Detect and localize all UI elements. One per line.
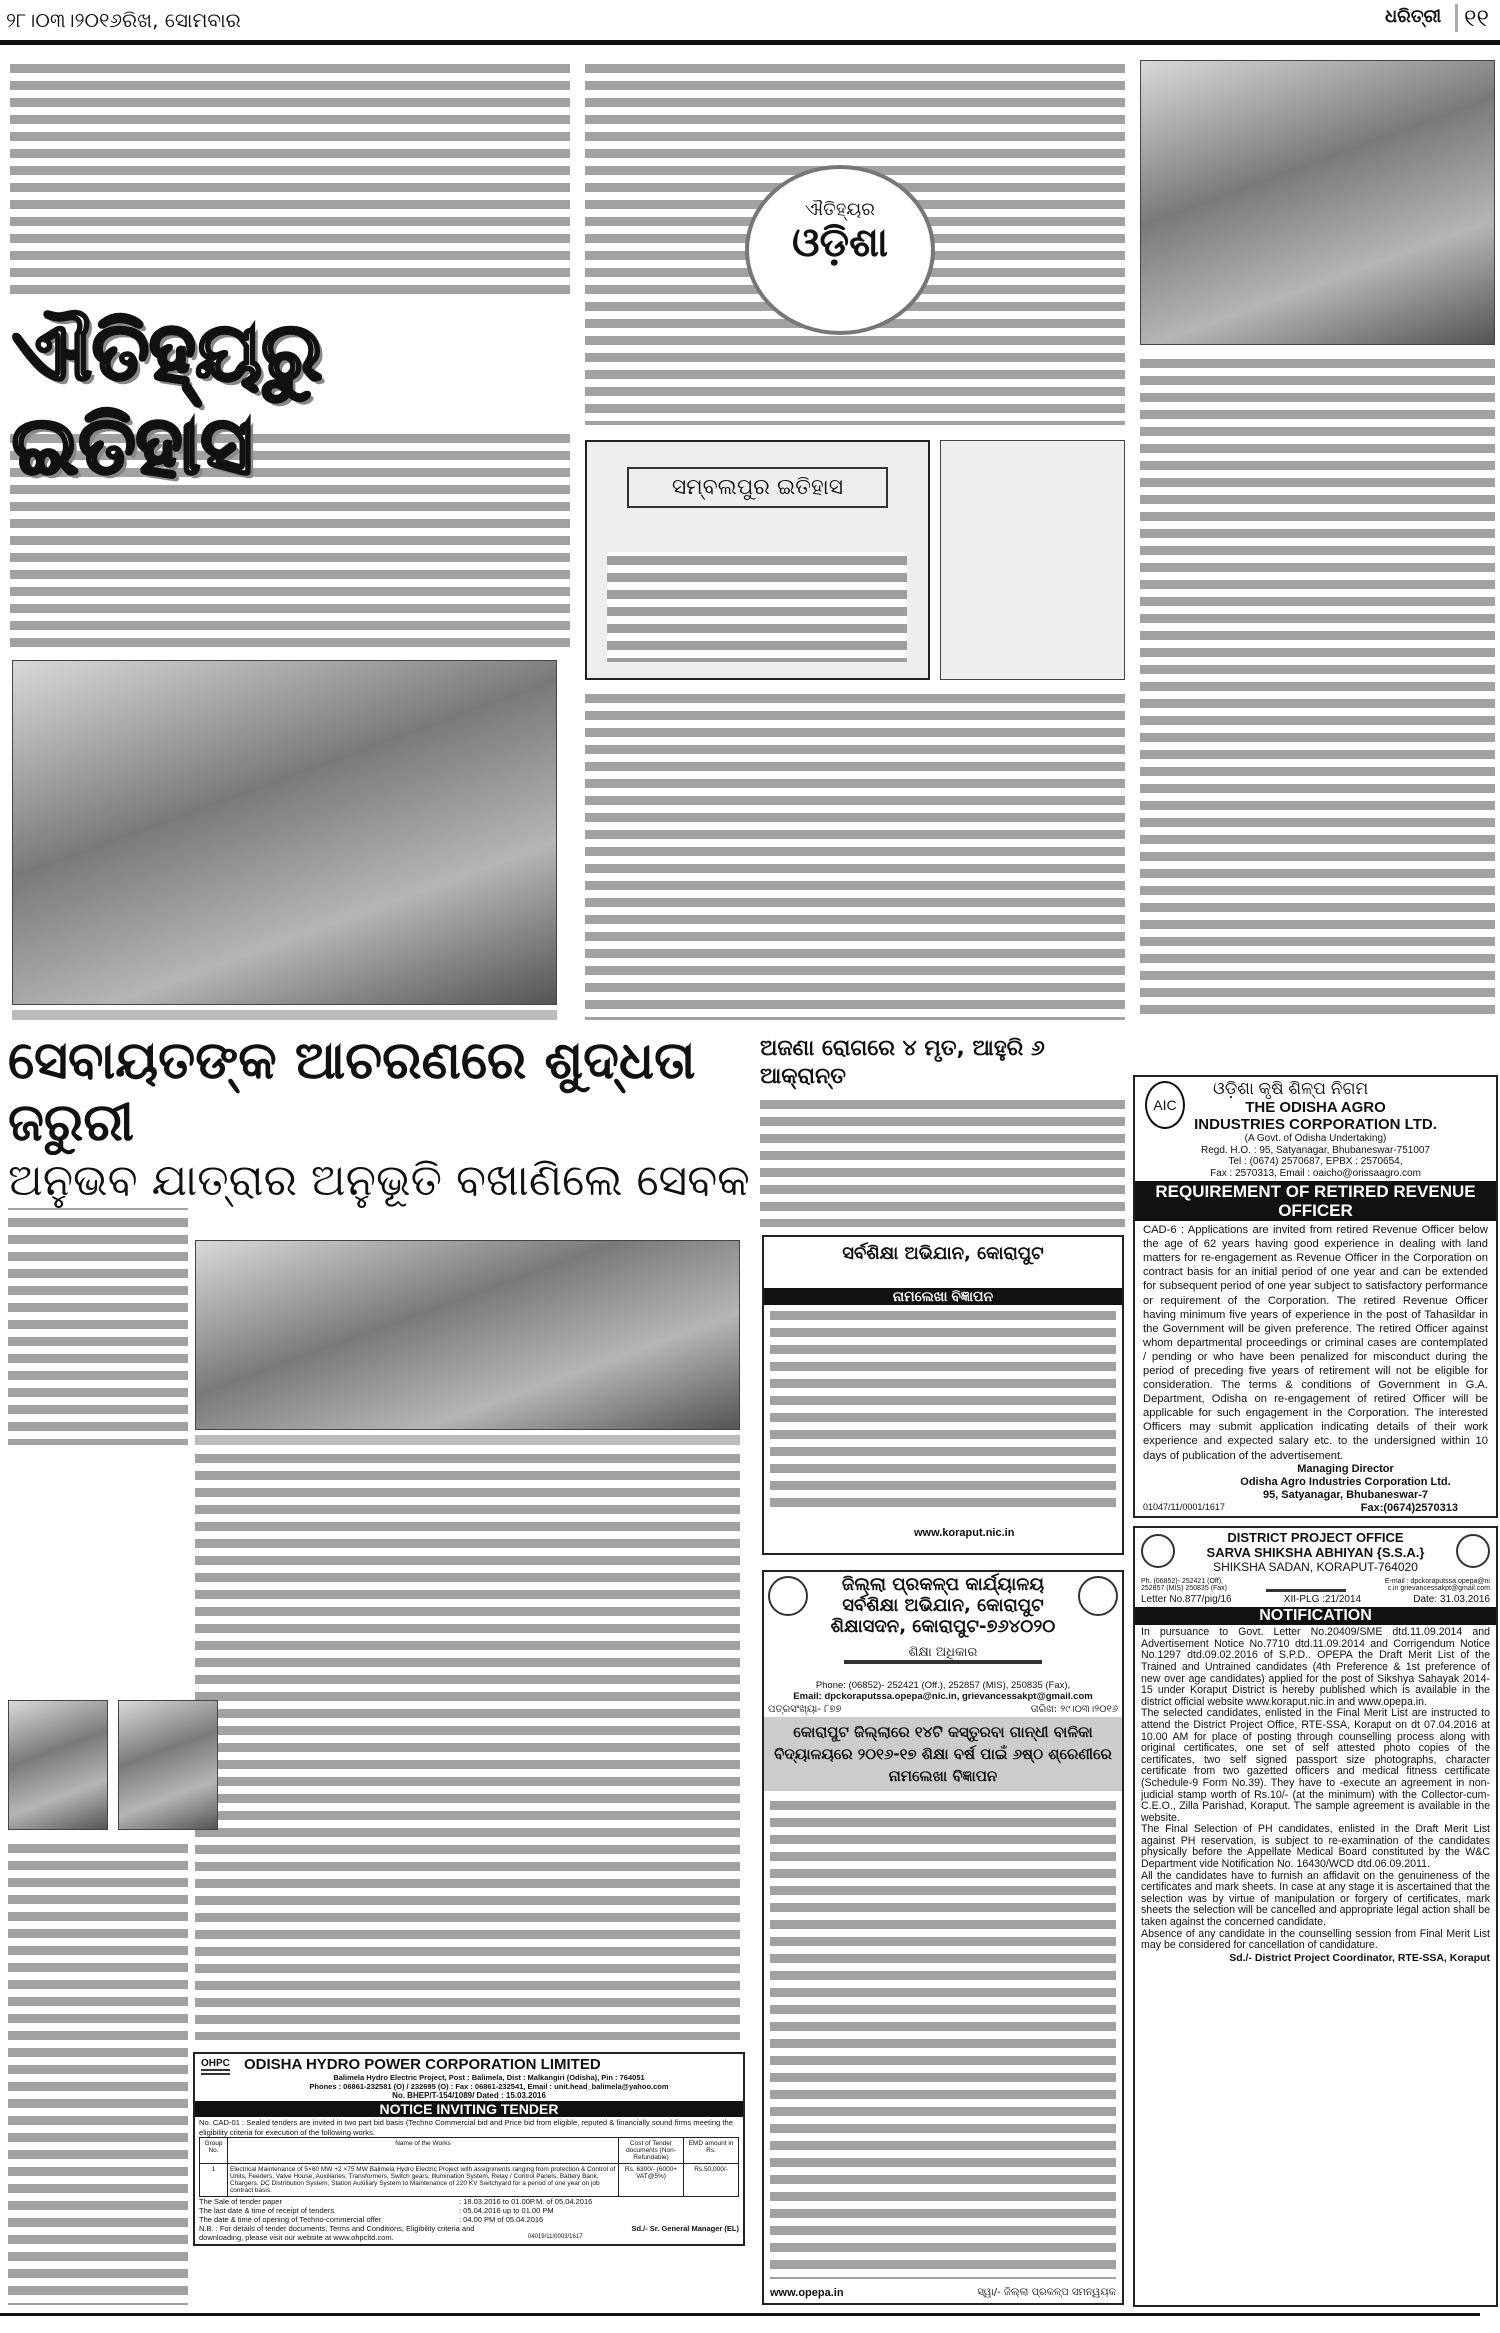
book-title: ସମ୍ବଲପୁର ଇତିହାସ bbox=[627, 467, 888, 508]
portrait bbox=[8, 1700, 108, 1830]
meeting-photo bbox=[195, 1240, 740, 1430]
table-header: Group No. bbox=[200, 2138, 228, 2164]
table-row bbox=[200, 2164, 739, 2197]
ad1-text bbox=[770, 1307, 1116, 1512]
agro-tel: Tel : (0674) 2570687, EPBX : 2570654, bbox=[1228, 1156, 1403, 1168]
ad2-sign: ସ୍ୱା/- ଜିଲ୍ଲା ପ୍ରକଳ୍ପ ସମନ୍ୱୟକ bbox=[977, 2287, 1116, 2298]
article-text bbox=[760, 1096, 1125, 1227]
ssa-l1: DISTRICT PROJECT OFFICE bbox=[1227, 1530, 1404, 1546]
ad2-line1: ଜିଲ୍ଲା ପ୍ରକଳ୍ପ କାର୍ଯ୍ୟାଳୟ bbox=[841, 1574, 1045, 1595]
right-ads-column bbox=[1133, 1075, 1498, 2307]
ohpc-logo-icon: OHPC bbox=[201, 2058, 230, 2075]
agro-code: 01047/11/0001/1617 bbox=[1143, 1502, 1225, 1513]
manuscript-image bbox=[940, 440, 1125, 680]
story2-headline: ସେବାୟତଙ୍କ ଆଚରଣରେ ଶୁଦ୍ଧତା ଜରୁରୀ bbox=[8, 1030, 750, 1155]
seal-icon bbox=[1141, 1534, 1175, 1568]
ssa-plg: XII-PLG :21/2014 bbox=[1283, 1594, 1362, 1606]
photo-caption bbox=[12, 1010, 557, 1020]
header-date: ୨୮।୦୩।୨୦୧୬ରିଖ, ସୋମବାର bbox=[6, 8, 241, 32]
ssa-sign: Sd./- District Project Coordinator, RTE-SSA, Koraput bbox=[1229, 1951, 1490, 1964]
agro-addr: Regd. H.O. : 95, Satyanagar, Bhubaneswar-751007 bbox=[1200, 1144, 1431, 1156]
ssa-para: The selected candidates, enlisted in the Final Merit List are instructed to attend the District Project Office, RTE-SSA, Koraput on dt 07.04.2016 at 10.00 AM for place of posting through counselling process along with original certificates, one set of self attested photo copies of the certificates, two self signed passport size photographs, character certificate from two gazetted officers and medical fitness certificate (Schedule-9 Form No.39). They have to -execute an agreement in non-judicial stamp worth of Rs.10/- (at the minimum) with the Collector-cum-C.E.O., Zilla Parishad, Koraput. The sample agreement is available in the website. bbox=[1141, 1707, 1490, 1824]
opepa-logo-icon bbox=[1078, 1576, 1118, 1616]
article-text bbox=[195, 1450, 740, 2040]
article-text bbox=[1140, 355, 1495, 1020]
ohpc-addr: Balimela Hydro Electric Project, Post : Balimela, Dist : Malkangiri (Odisha), Pin : 764051 bbox=[333, 2073, 645, 2082]
badge-top: ଐତିହ୍ୟର bbox=[805, 199, 875, 220]
table-header: Cost of Tender documents (Non-Refundable) bbox=[619, 2138, 684, 2164]
article-text bbox=[10, 60, 570, 300]
agro-body: CAD-6 : Applications are invited from retired Revenue Officer below the age of 62 years having good experience in dealing with land matters for re-engagement as Revenue Officer in the Corporation on contract basis for an initial period of one year and can be extended for subsequent period of one year subject to satisfactory performance or requirement of the Corporation. The retired Revenue Officer having minimum five years of experience in the post of Tahasildar in the Government will be given preference. The retired Officer against whom departmental proceedings or criminal cases are contemplated / pending or who have been penalized for misconduct during the period of preceding five years of retirement will not be eligible for consideration. The terms & conditions of Government in G.A. Department, Odisha on re-engagement of retired Officer will be applicable for such engagement in the Corporation. The interested Officers may submit application indicating details of their work experience and expected salary etc. to the undersigned within 10 days of publication of the advertisement. bbox=[1143, 1224, 1488, 1462]
heritage-badge bbox=[745, 165, 935, 335]
ssa-para: All the candidates have to furnish an affidavit on the genuineness of the certificates and mark sheets. In case at any stage it is ascertained that the selection was by virtue of manipulation or forgery of certificates, mark sheets the selection will be cancelled and appropriate legal action shall be taken against the concerned candidate. bbox=[1141, 1869, 1490, 1929]
ohpc-no: No. BHEP/T-154/1089/ Dated : 15.03.2016 bbox=[392, 2091, 546, 2100]
ssa-l3: SHIKSHA SADAN, KORAPUT-764020 bbox=[1213, 1560, 1418, 1575]
table-header: EMD amount in Rs. bbox=[684, 2138, 739, 2164]
ad2-banner: କୋରାପୁଟ ଜିଲ୍ଲାରେ ୧୪ଟି କସ୍ତୁରବା ଗାନ୍ଧୀ ବାଳିକା ବିଦ୍ୟାଳୟରେ ୨୦୧୬-୧୭ ଶିକ୍ଷା ବର୍ଷ ପାଇଁ ୬ଷ୍ଠ ଶ୍ରେଣୀରେ ନାମଲେଖା ବିଜ୍ଞାପନ bbox=[764, 1717, 1122, 1791]
badge-main: ଓଡ଼ିଶା bbox=[791, 220, 889, 266]
ssa-date: Date: 31.03.2016 bbox=[1413, 1594, 1490, 1606]
ssa-email: E-mail : dpckoraputssa.opepa@nic.in grievancessakpt@gmail.com bbox=[1384, 1578, 1490, 1593]
ad1-website[interactable]: www.koraput.nic.in bbox=[914, 1527, 1015, 1539]
ssa-notification-ad bbox=[1133, 1526, 1498, 2307]
shiksha-adhikar-logo: ଶିକ୍ଷା ଅଧିକାର bbox=[844, 1645, 1042, 1664]
ssa-title: NOTIFICATION bbox=[1135, 1607, 1496, 1625]
ohpc-code: 04019/11/0003/1617 bbox=[527, 2234, 583, 2240]
agro-name2: INDUSTRIES CORPORATION LTD. bbox=[1194, 1115, 1437, 1133]
table-cell: Rs. 6300/- (6000+ VAT@5%) bbox=[619, 2164, 684, 2197]
table-cell: Electrical Maintenance of 5×60 MW +2 ×75 MW Balimela Hydro Electric Project with assignments ranging from protection & Control of Units, Feeders, Valve House, Auxiliaries, Transformers, Switch gears, Illumination System, Relay / Control Panels, Battery Bank, Chargers. DC Distribution System, Station Auxiliary System to Maintenance of 220 KV Switchyard for a period of one year on job contract basis. bbox=[228, 2164, 619, 2197]
koraput-enrolment-ad bbox=[762, 1235, 1124, 1555]
ssa-para: Absence of any candidate in the counselling session from Final Merit List may be considered for cancellation of candidature. bbox=[1141, 1927, 1490, 1952]
seal-icon bbox=[768, 1576, 808, 1616]
agro-fax: Fax : 2570313, Email : oaicho@orissaagro.com bbox=[1210, 1167, 1421, 1179]
koraput-kgbv-ad bbox=[762, 1570, 1124, 2305]
portrait bbox=[118, 1700, 218, 1830]
ohpc-sign: Sd./- Sr. General Manager (EL) bbox=[631, 2224, 739, 2233]
ad2-phone: Phone: (06852)- 252421 (Off.), 252857 (MIS), 250835 (Fax), bbox=[815, 1680, 1071, 1691]
ohpc-phones: Phones : 06861-232581 (O) / 232695 (O) : Fax : 06861-232541, Email : unit.head_balimela@yahoo.com bbox=[309, 2082, 669, 2091]
ssa-para: In pursuance to Govt. Letter No.20409/SME dtd.11.09.2014 and Advertisement Notice No.7710 dtd.11.09.2014 and Corrigendum Notice No.1297 dtd.09.02.2016 of S.P.D.. OPEPA the Draft Merit List of the Trained and Untrained candidates (4th Preference & 1st preference of new over age candidates) applied for the post of Sikshya Sahayak 2014-15 under Koraput District is hereby published which is available in the district official website www.koraput.nic.in and www.opepa.in. bbox=[1141, 1626, 1490, 1708]
schedule-value: : 04.00 PM of 05.04.2016 bbox=[459, 2215, 544, 2224]
schedule-value: : 18.03.2016 to 01.00P.M. of 05.04.2016 bbox=[459, 2197, 593, 2206]
header-rule bbox=[0, 40, 1500, 45]
ohpc-name: ODISHA HYDRO POWER CORPORATION LIMITED bbox=[244, 2056, 601, 2073]
agro-sign3: 95, Satyanagar, Bhubaneswar-7 bbox=[1262, 1489, 1429, 1502]
agro-sign4: Fax:(0674)2570313 bbox=[1360, 1502, 1458, 1515]
story2-heading-block bbox=[8, 1030, 750, 1208]
masthead-logo: ଧରିତ୍ରୀ bbox=[1385, 6, 1442, 27]
ssa-l2: SARVA SHIKSHA ABHIYAN {S.S.A.} bbox=[1206, 1545, 1425, 1561]
ssa-letter: Letter No.877/pig/16 bbox=[1141, 1594, 1232, 1606]
schedule-label: The date & time of opening of Techno-commercial offer bbox=[199, 2215, 382, 2224]
agro-sign1: Managing Director bbox=[1297, 1462, 1394, 1475]
table-cell: 1 bbox=[200, 2164, 228, 2197]
ruins-photo bbox=[12, 660, 557, 1005]
ad2-line3: ଶିକ୍ଷାସଦନ, କୋରାପୁଟ-୭୬୪୦୨୦ bbox=[830, 1616, 1056, 1637]
ohpc-title: NOTICE INVITING TENDER bbox=[195, 2101, 743, 2117]
ad2-website[interactable]: www.opepa.in bbox=[770, 2287, 844, 2299]
footer-rule bbox=[0, 2313, 1480, 2316]
ad2-letter-no: ପତ୍ରସଂଖ୍ୟା- ୮୭୭ bbox=[768, 1704, 842, 1715]
schedule-value: : 05.04.2016 up to 01.00 PM bbox=[459, 2206, 554, 2215]
article-text bbox=[8, 1180, 188, 1445]
ad2-email: Email: dpckoraputssa.opepa@nic.in, grievancessakpt@gmail.com bbox=[793, 1691, 1093, 1702]
aic-logo-icon: AIC bbox=[1145, 1081, 1185, 1129]
story3-block bbox=[760, 1035, 1125, 1227]
ad1-subtitle: ନାମଲେଖା ବିଜ୍ଞାପନ bbox=[764, 1288, 1122, 1305]
agro-title: REQUIREMENT OF RETIRED REVENUE OFFICER bbox=[1135, 1181, 1496, 1221]
ad2-line2: ସର୍ବଶିକ୍ଷା ଅଭିଯାନ, କୋରାପୁଟ bbox=[842, 1595, 1044, 1616]
photo-caption bbox=[195, 1435, 740, 1445]
book-cover-image bbox=[585, 440, 930, 680]
tender-table bbox=[199, 2137, 739, 2197]
table-cell: Rs.50,000/- bbox=[684, 2164, 739, 2197]
story2-subhead: ଅନୁଭବ ଯାତ୍ରାର ଅନୁଭୂତି ବଖାଣିଲେ ସେବକ bbox=[8, 1154, 750, 1206]
ad2-text bbox=[770, 1797, 1116, 2279]
ohpc-nb: N.B. : For details of tender documents, Terms and Conditions, Eligibility criteria and downloading, please visit our website at www.ohpcltd.com. bbox=[199, 2224, 475, 2242]
agro-sub: (A Govt. of Odisha Undertaking) bbox=[1244, 1133, 1387, 1145]
ohpc-intro: No. CAD-01 : Sealed tenders are invited in two part bid basis (Techno Commercial bid and Price bid from eligible, reputed & financially sound firms meeting the eligibility criteria for execution of the following works. bbox=[199, 2118, 733, 2137]
page-number: ୧୧ bbox=[1455, 4, 1489, 32]
opepa-logo-icon bbox=[1456, 1534, 1490, 1568]
ssa-phone: Ph. (06852)- 252421 (Off), 252857 (MIS) 250835 (Fax) bbox=[1141, 1578, 1227, 1593]
top-headline: ଐତିହ୍ୟରୁ ଇତିହାସ bbox=[12, 305, 323, 492]
book-text bbox=[607, 552, 907, 662]
story3-headline: ଅଜଣା ରୋଗରେ ୪ ମୃତ, ଆହୁରି ୬ ଆକ୍ରାନ୍ତ bbox=[760, 1035, 1125, 1090]
temple-photo bbox=[1140, 60, 1495, 345]
ad1-title: ସର୍ବଶିକ୍ଷା ଅଭିଯାନ, କୋରାପୁଟ bbox=[842, 1243, 1044, 1264]
article-text bbox=[585, 690, 1125, 1020]
ssa-para: The Final Selection of PH candidates, enlisted in the Draft Merit List against PH reservation, is subject to re-examination of the candidates physically before the Appellate Medical Board constituted by the W&C Department vide Notification No. 16430/WCD dtd.06.09.2011. bbox=[1141, 1823, 1490, 1871]
shiksha-adhikar-logo bbox=[1266, 1578, 1346, 1592]
agro-sign2: Odisha Agro Industries Corporation Ltd. bbox=[1240, 1475, 1451, 1488]
schedule-label: The last date & time of receipt of tenders bbox=[199, 2206, 335, 2215]
ad2-date: ତାରିଖ: ୨୯।୦୩।୨୦୧୬ bbox=[1030, 1704, 1118, 1715]
ohpc-tender-ad bbox=[193, 2052, 745, 2246]
table-header: Name of the Works bbox=[228, 2138, 619, 2164]
odisha-agro-ad bbox=[1133, 1075, 1498, 1518]
article-text bbox=[8, 1840, 188, 2305]
schedule-label: The Sale of tender paper bbox=[199, 2197, 282, 2206]
agro-odia-name: ଓଡ଼ିଶା କୃଷି ଶିଳ୍ପ ନିଗମ bbox=[1213, 1079, 1369, 1098]
agro-name1: THE ODISHA AGRO bbox=[1245, 1098, 1386, 1116]
